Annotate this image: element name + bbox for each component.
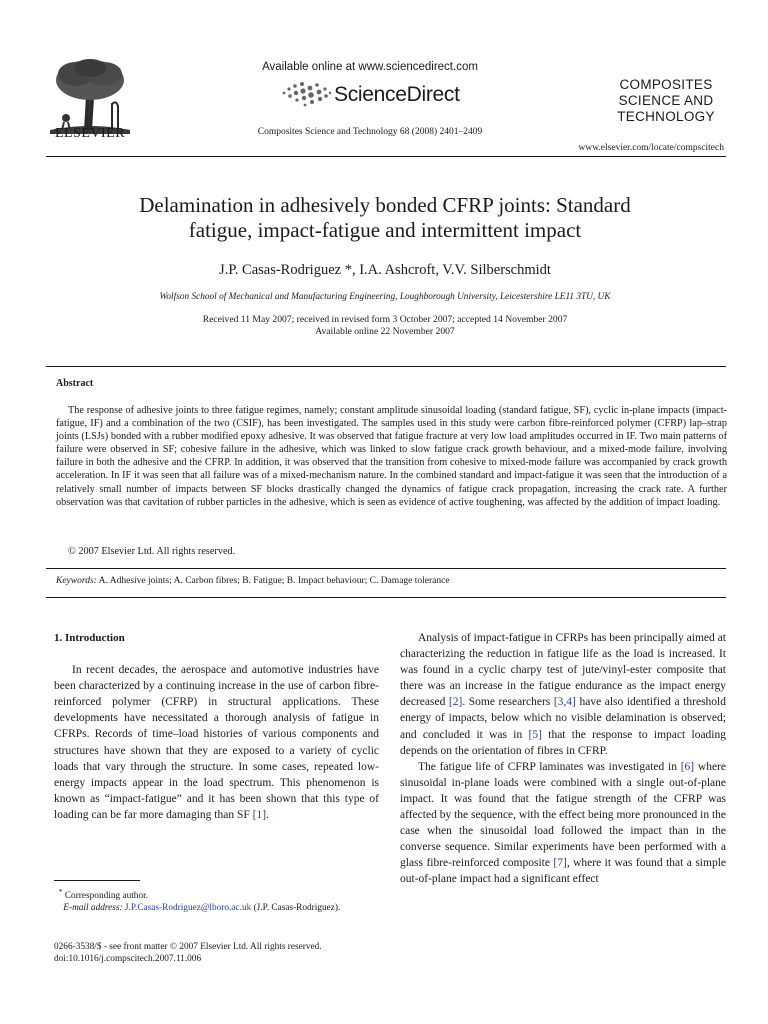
body-text: where sinusoidal in-plane loads were combined with a single out-of-plane impact. It was found that the fatigue strength of the CFRP was affected by the sequence, with the effect being more pronounced in the case when the sinusoidal load followed the impact than in the converse sequence. Similar experiments have been performed with a glass fibre-reinforced composite xyxy=(400,760,726,870)
keywords-label: Keywords: xyxy=(56,576,97,586)
body-text: The fatigue life of CFRP laminates was investigated in xyxy=(418,760,681,773)
abstract-text: The response of adhesive joints to three fatigue regimes, namely; constant amplitude sinusoidal loading (standard fatigue, SF), cyclic in-plane impacts (impact-fatigue, IF) and a combination of the two (CSIF), has been investigated. The samples used in this study were carbon fibre-reinforced polymer (CFRP) lap–strap joints (LSJs) bonded with a rubber modified epoxy adhesive. It was observed that fatigue fracture at very low load amplitudes occurred in IF. Two main patterns of failure were observed in SF; cohesive failure in the adhesive, which was linked to slow fatigue crack growth behaviour, and a mixed-mode failure, involving failure in both the adhesive and the CFRP. In addition, it was observed that the transition from cohesive to mixed-mode failure was accompanied by crack growth acceleration. In IF it was seen that all failure was of a mixed-mechanism nature. In the combined standard and impact-fatigue it was seen that the introduction of a relatively small number of impacts between SF blocks drastically changed the dynamics of fatigue crack propagation, increasing the crack rate. A further observation was that cavitation of rubber particles in the adhesive, which is seen as evidence of active toughening, was affected by the addition of impact loading. xyxy=(56,405,727,508)
email-note xyxy=(54,902,379,914)
body-text: that the response to impact loading depends on the orientation of fibres in CFRP. xyxy=(400,728,726,757)
journal-reference: Composites Science and Technology 68 (2008) 2401–2409 xyxy=(257,127,483,137)
email-link[interactable]: J.P.Casas-Rodriguez@lboro.ac.uk xyxy=(122,903,252,914)
header-divider xyxy=(46,156,726,157)
body-text: Analysis of impact-fatigue in CFRPs has been principally aimed at characterizing the reduction in fatigue life as the load is increased. It was found in a cyclic charpy test of jute/vinyl-ester composite that there was an increase in the fatigue endurance as the impact energy decreased xyxy=(400,632,726,709)
keywords-text: A. Adhesive joints; A. Carbon fibres; B. Fatigue; B. Impact behaviour; C. Damage tolerance xyxy=(96,576,450,586)
keywords xyxy=(56,576,450,586)
article-title xyxy=(60,193,710,243)
footnote xyxy=(54,886,379,915)
footnote-marker: * xyxy=(58,887,63,896)
corresponding-text: Corresponding author. xyxy=(62,891,149,902)
section-heading: 1. Introduction xyxy=(54,632,125,644)
available-online: Available online at www.sciencedirect.com xyxy=(262,61,478,73)
citation-link[interactable]: [7] xyxy=(553,857,567,870)
author-affiliation: Wolfson School of Mechanical and Manufacturing Engineering, Loughborough University, Leicestershire LE11 3TU, UK xyxy=(159,292,611,302)
intro-text-end: . xyxy=(266,808,269,821)
abstract-top-divider xyxy=(46,366,726,367)
sciencedirect-wordmark: ScienceDirect xyxy=(334,83,460,106)
journal-title-line: SCIENCE AND xyxy=(618,93,714,108)
body-paragraph xyxy=(400,630,726,759)
right-column xyxy=(400,630,726,888)
intro-text: In recent decades, the aerospace and automotive industries have been characterized by a continuing increase in the use of carbon fibre-reinforced polymer (CFRP) in structural applications. These developments have necessitated a thorough analysis of fatigue in CFRPs. Records of time–load histories of various components and structures have shown that they are exposed to a variety of cyclic loads that vary through the structure. In some cases, repeated low-energy impacts appear in the load spectrum. This phenomenon is known as “impact-fatigue” and it has been shown that this type of loading can be far more damaging than SF xyxy=(54,664,379,821)
sciencedirect-logo xyxy=(280,78,460,112)
citation-link[interactable]: [1] xyxy=(252,808,267,821)
keywords-divider xyxy=(46,568,726,569)
sciencedirect-dots-icon xyxy=(280,79,332,111)
doi-line[interactable]: doi:10.1016/j.compscitech.2007.11.006 xyxy=(54,954,202,965)
body-text: have also identified a threshold energy of impacts, below which no visible delamination is observed; and concluded it was in xyxy=(400,696,726,741)
footnote-divider xyxy=(54,880,140,881)
article-history xyxy=(60,314,710,338)
email-suffix: (J.P. Casas-Rodriguez). xyxy=(251,903,341,914)
article-authors: J.P. Casas-Rodriguez *, I.A. Ashcroft, V.V. Silberschmidt xyxy=(219,262,551,278)
abstract-copyright: © 2007 Elsevier Ltd. All rights reserved. xyxy=(68,546,236,557)
publisher-name: ELSEVIER xyxy=(54,126,126,141)
article-title-line: fatigue, impact-fatigue and intermittent impact xyxy=(188,218,582,242)
journal-url[interactable]: www.elsevier.com/locate/compscitech xyxy=(578,143,724,153)
corresponding-author-note xyxy=(54,886,379,902)
body-top-divider xyxy=(46,597,726,598)
citation-link[interactable]: [5] xyxy=(528,728,542,741)
citation-link[interactable]: [2] xyxy=(448,696,463,709)
journal-title-line: TECHNOLOGY xyxy=(617,109,715,124)
available-online-date: Available online 22 November 2007 xyxy=(315,326,455,337)
citation-link[interactable]: [3,4] xyxy=(553,696,576,709)
abstract-heading: Abstract xyxy=(56,378,94,389)
journal-title-line: COMPOSITES xyxy=(619,77,713,92)
front-matter xyxy=(54,941,384,966)
citation-link[interactable]: [6] xyxy=(680,760,695,773)
body-paragraph xyxy=(400,759,726,888)
issn-line: 0266-3538/$ - see front matter © 2007 Elsevier Ltd. All rights reserved. xyxy=(54,942,322,952)
body-text: . Some researchers xyxy=(462,696,554,709)
body-text: , where it was found that a simple out-of-plane impact had a significant effect xyxy=(400,857,726,886)
article-title-line: Delamination in adhesively bonded CFRP joints: Standard xyxy=(139,193,631,217)
left-column xyxy=(54,630,379,823)
intro-paragraph xyxy=(54,662,379,823)
received-dates: Received 11 May 2007; received in revised form 3 October 2007; accepted 14 November 2007 xyxy=(202,314,568,325)
journal-title xyxy=(596,77,736,125)
email-label: E-mail address: xyxy=(63,903,123,914)
